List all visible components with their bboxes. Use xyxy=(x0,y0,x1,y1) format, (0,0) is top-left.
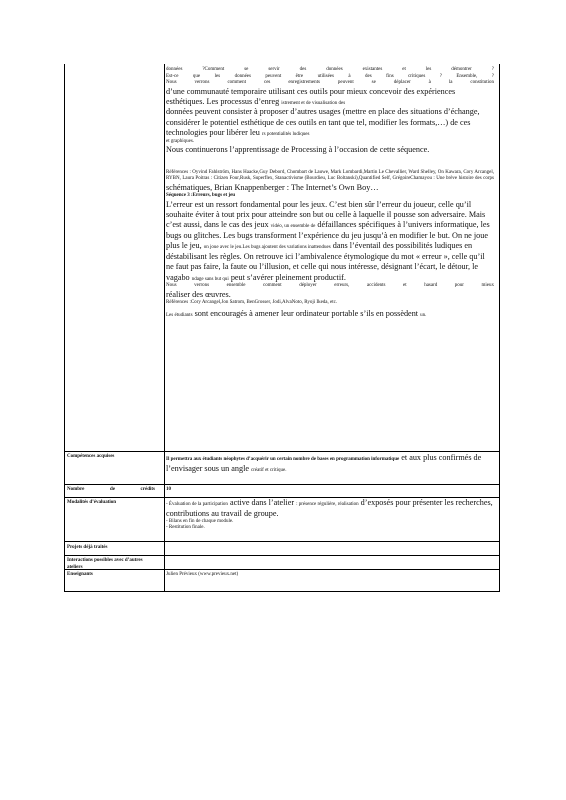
enseignants-value: Julien Prévieux (www.previeux.net) xyxy=(166,572,239,577)
references-list-2: Références :Cory Arcangel,Jon Satrom, BenGrosser, Jodi,AlvaNoto, Ryoji Ikeda, etc. xyxy=(166,299,338,305)
competences-label: Compétences acquises xyxy=(67,454,115,459)
intro-paragraph: d’une communauté temporaire utilisant ces outils pour mieux concevoir des expériences esthétiques. Les processus d’enreg istrement et de visualisation des xyxy=(166,86,456,106)
sequence-line: Nous verrons ensemble comment déployer erreurs, accidents et hasard pour mieux xyxy=(166,283,494,289)
course-table xyxy=(64,64,500,592)
references-list-end: schématiques, Brian Knappenberger : The Internet’s Own Boy… xyxy=(166,182,379,192)
modalites-value: - Évaluation de la participation active dans l’atelier : présence régulière, réalisation d’exposés pour présenter les recherches, contributions au travail de groupe. - Bilans en fin de chaque module. - Restitution finale. xyxy=(166,498,493,531)
students-note: Les étudiants sont encouragés à amener leur ordinateur portable s’ils en possèdent un. xyxy=(166,309,427,319)
table-border-left xyxy=(64,64,65,592)
intro-line-end: et graphiques. xyxy=(166,138,195,144)
intro-line: Est-ce que les données peuvent être utilisées à des fins critiques ? Ensemble, ? xyxy=(166,73,494,79)
credits-value: 10 xyxy=(166,487,171,492)
processing-note: Nous continuerons l’apprentissage de Processing à l’occasion de cette séquence. xyxy=(166,145,430,155)
row-divider xyxy=(64,541,500,542)
sequence-paragraph: L’erreur est un ressort fondamental pour les jeux. C’est bien sûr l’erreur du joueur, celle qu’il souhaite éviter à tout prix pour atteindre son but ou celle à laquelle il pousse son adversaire. Mais c’est aussi, dans le cas des jeux vidéo, un ensemble de défaillances spécifiques à l’univers informatique, les bugs ou glitches. Les bugs transforment l’expérience du jeu jusqu’à en modifier le but. On ne joue plus le jeu, on joue avec le jeu.Les bugs ajoutent des variations inattendues dans l’éventail des possibilités ludiques en déstabilisant les règles. On retrouve ici l’ambivalence étymologique du mot « erreur », celle qu’il ne faut pas faire, la faute ou l’illusion, et celle qui nous intéresse, désignant l’écart, le détour, le vagabo ndage sans but qui peut s’avérer pleinement productif. xyxy=(166,199,490,282)
intro-paragraph-2: données peuvent consister à proposer d’autres usages (mettre en place des situations d’échange, considérer le potentiel esthétique de ces outils en tant que tel, modifier les formats,…) de ces technologies pour libérer leu rs potentialités ludiques xyxy=(166,107,480,138)
projets-label: Projets déjà traités xyxy=(67,545,108,550)
competences-value: Il permettra aux étudiants néophytes d’acquérir un certain nombre de bases en programmation informatique et aux plus confirmés de l’envisager sous un angle créatif et critique. xyxy=(166,453,482,473)
intro-line: données ?Comment se servir des données existantes et les démontrer ? xyxy=(166,67,494,72)
description-cell xyxy=(166,67,494,320)
interactions-label: Interactions possibles avec d’autres ateliers xyxy=(67,558,143,570)
sequence-heading: Séquence 3 :Erreurs, bugs et jeu xyxy=(166,193,236,199)
modalites-list-item: - Restitution finale. xyxy=(166,525,205,531)
enseignants-label: Enseignants xyxy=(67,572,93,577)
intro-line: Nous verrons comment ces enregistrements peuvent se déplacer à la constitution xyxy=(166,80,494,85)
table-border-bottom xyxy=(64,591,500,592)
credits-label: Nombre de crédits xyxy=(67,487,155,492)
table-border-right xyxy=(499,64,500,592)
sequence-line-end: réaliser des œuvres. xyxy=(166,289,231,299)
row-divider xyxy=(64,484,500,485)
column-divider xyxy=(164,64,165,592)
row-divider xyxy=(64,451,500,452)
modalites-list-item: - Bilans en fin de chaque module. xyxy=(166,518,234,524)
modalites-label: Modalités d’évaluation xyxy=(67,500,117,505)
references-list: Références : Oyvind Fahlström, Hans Haacke,Guy Debord, Chombart de Lauwe, Mark Lombardi,Martin Le Chevallier, Ward Shelley, On Kawara, Cory Arcangel, RYBN, Laura Poitras : Citizen Four,Rusk, Superflex, Stanactivisme (Bourdieu, Luc Boltanski),Quantified Self, GrégoireChamayou : Une brève histoire des corps xyxy=(166,169,494,182)
row-divider xyxy=(64,555,500,556)
